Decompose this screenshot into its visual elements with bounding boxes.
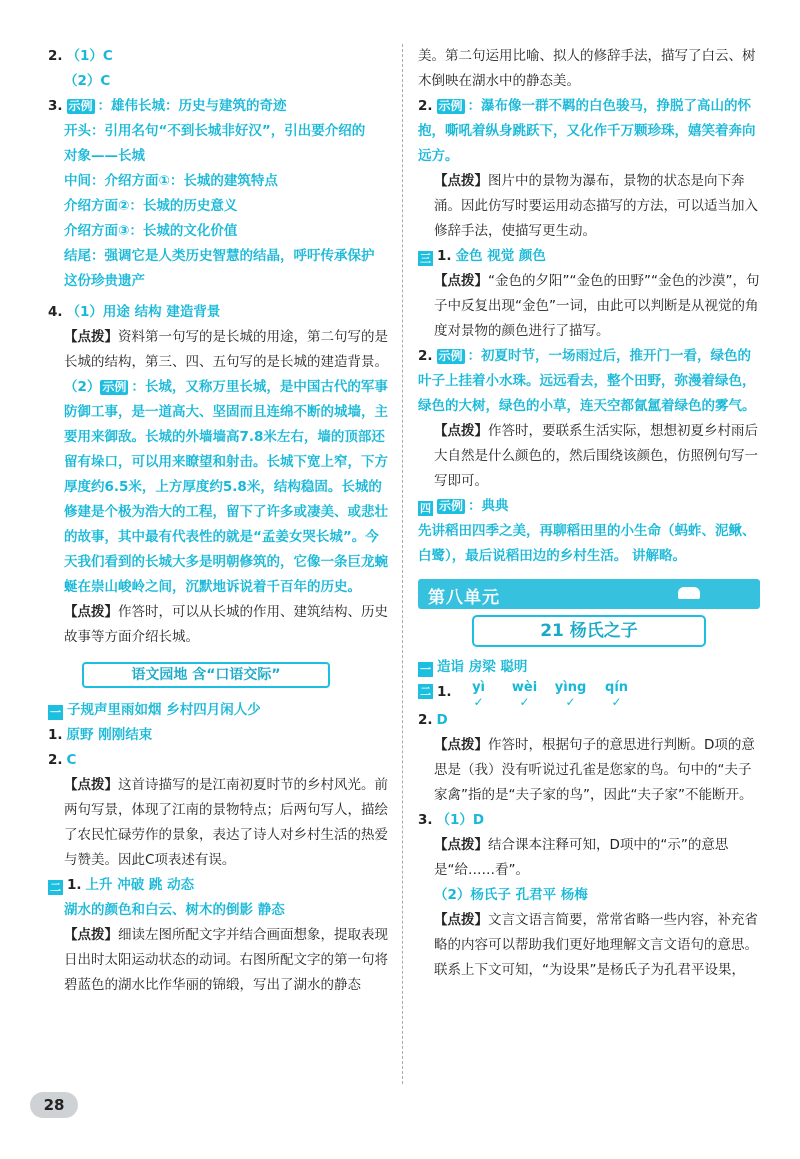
- pinyin-4: qín ✓: [605, 680, 629, 709]
- q4-block: 4. （1）用途 结构 建造背景 【点拨】资料第一句写的是长城的用途，第二句写的是长城的结构，第三、四、五句写的是长城的建造背景。 （2） 示例 ：长城，又称万里长城，是中国古代的军事防御工事，是一道高大、坚固而且连绵不断的城墙，主要用来御敌。长城的外墙墙高7.8米左右，墙的顶部还留有垛口，可以用来瞭望和射击。长城下宽上窄，下方厚度约6.5米，上方厚度约5.8米，结构稳固。长城的修建是个极为浩大的工程，留下了许多或凄美、或悲壮的故事，其中最有代表性的就是“孟姜女哭长城”。今天我们看到的长城大多是明朝修筑的，它像一条巨龙蜿蜒在崇山峻岭之间，沉默地诉说着千百年的历史。 【点拨】作答时，可以从长城的作用、建筑结构、历史故事等方面介绍长城。: [48, 304, 388, 645]
- s1-block: 一 子规声里雨如烟 乡村四月闲人少 1. 原野 刚刚结束 2. C 【点拨】这首诗描写的是江南初夏时节的乡村风光。前两句写景，体现了江南的景物特点；后两句写人，描绘了农民忙碌劳作的景象，表达了诗人对乡村生活的热爱与赞美。因此C项表述有误。: [48, 702, 388, 868]
- lesson-title: 21 杨氏之子: [472, 615, 706, 647]
- right-column: [418, 44, 760, 983]
- s2-block: 二 1. 上升 冲破 跳 动态 湖水的颜色和白云、树木的倒影 静态 【点拨】细读左图所配文字并结合画面想象，提取表现日出时太阳运动状态的动词。右图所配文字的第一句将碧蓝色的湖水比作华丽的锦缎，写出了湖水的静态: [50, 877, 388, 993]
- car-icon: [678, 587, 700, 599]
- continued-text: 美。第二句运用比喻、拟人的修辞手法，描写了白云、树木倒映在湖水中的静态美。: [418, 48, 756, 89]
- left-column: [48, 44, 388, 998]
- unit-title: 第八单元: [428, 588, 500, 608]
- r-s4-block: 四 示例 ：典典 先讲稻田四季之美，再聊稻田里的小生命（蚂蚱、泥鳅、白鹭），最后说稻田边的乡村生活。 讲解略。: [418, 498, 756, 564]
- q3-block: 3. 示例 ：雄伟长城：历史与建筑的奇迹 开头：引用名句“不到长城非好汉”，引出要介绍的 对象——长城 中间：介绍方面①：长城的建筑特点 介绍方面②：长城的历史意义 介绍方面③：长城的文化价值 结尾：强调它是人类历史智慧的结晶，呼吁传承保护 这份珍贵遗产: [48, 98, 375, 289]
- r-q2-block: 2. 示例 ：瀑布像一群不羁的白色骏马，挣脱了高山的怀抱，嘶吼着纵身跳跃下，又化作千万颗珍珠，嬉笑着奔向远方。 【点拨】图片中的景物为瀑布，景物的状态是向下奔涌。因此仿写时要运用动态描写的方法，可以适当加入修辞手法，使描写更生动。: [418, 98, 758, 239]
- column-divider: [402, 44, 403, 1084]
- page-number: 28: [30, 1092, 78, 1118]
- q2-answer-1: （1）C: [66, 48, 113, 64]
- r-s3-block: 三 1. 金色 视觉 颜色 【点拨】“金色的夕阳”“金色的田野”“金色的沙漠”，句子中反复出现“金色”一词，由此可以判断是从视觉的角度对景物的颜色进行了描写。 2. 示例 ：初夏时节，一场雨过后，推开门一看，绿色的叶子上挂着小水珠。远远看去，整个田野，弥漫着绿色，绿色的大树，绿色的小草，连天空都氤氲着绿色的雾气。 【点拨】作答时，要联系生活实际，想想初夏乡村雨后大自然是什么颜色的，然后围绕该颜色，仿照例句写一写即可。: [418, 248, 760, 489]
- section-tag: 一: [50, 706, 61, 719]
- l-block: 一 造诣 房梁 聪明 二 1. yì ✓ wèi ✓ yìng ✓ qín ✓ 2. D 【点拨】作答时，根据句子的意思进行判断。D项的意思是（我）没有听说过孔雀是您家的鸟。句中的“夫子家禽”指的是“夫子家的鸟”，因此“夫子家”不能断开。 3. （1）D 【点拨】结合课本注释可知，D项中的“示”的意思是“给……看”。 （2）杨氏子 孔君平 杨梅 【点拨】文言文语言简要，常常省略一些内容，补充省略的内容可以帮助我们更好地理解文言文语句的意思。联系上下文可知，“为设果”是杨氏子为孔君平设果，: [418, 659, 758, 978]
- pinyin-3: yìng ✓: [554, 680, 587, 709]
- pinyin-2: wèi ✓: [511, 680, 538, 709]
- pinyin-1: yì ✓: [472, 680, 485, 709]
- q2-answer-2: （2）C: [64, 73, 111, 89]
- section-banner: 语文园地 含“口语交际”: [82, 662, 330, 688]
- example-tag: 示例: [68, 99, 93, 113]
- unit-header: [418, 579, 760, 609]
- q2-block: 2. （1）C （2）C: [48, 48, 113, 89]
